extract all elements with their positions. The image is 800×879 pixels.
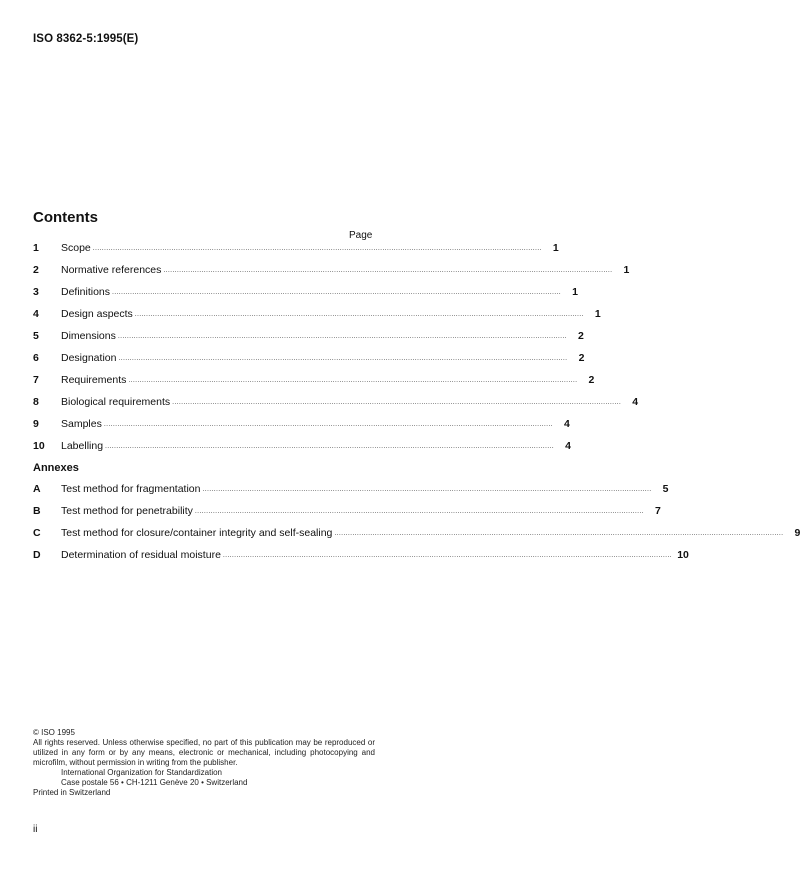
toc-title: Definitions: [61, 286, 111, 298]
annex-entry-a[interactable]: [33, 481, 669, 495]
dot-leader: ........................................................................................................................................................................................................: [112, 289, 561, 296]
toc-entry-designation[interactable]: [33, 350, 585, 364]
toc-entry-definitions[interactable]: [33, 284, 578, 298]
organization-address: Case postale 56 • CH-1211 Genève 20 • Switzerland: [61, 778, 248, 787]
annex-letter: C: [33, 527, 41, 539]
dot-leader: ........................................................................................................................................................................................................: [118, 355, 568, 362]
toc-title: Samples: [61, 418, 102, 430]
annex-entry-c[interactable]: [33, 525, 800, 539]
toc-page: 2: [577, 330, 584, 342]
annex-title: Determination of residual moisture: [61, 549, 221, 561]
annex-page: 9: [794, 527, 800, 539]
toc-number: 1: [33, 242, 39, 254]
dot-leader: ........................................................................................................................................................................................................: [334, 530, 784, 537]
toc-page: 4: [632, 396, 639, 408]
dot-leader: ........................................................................................................................................................................................................: [202, 486, 652, 493]
toc-page: 4: [565, 440, 572, 452]
annex-entry-d[interactable]: [33, 547, 689, 561]
dot-leader: ........................................................................................................................................................................................................: [92, 245, 542, 252]
copyright-footer: [33, 728, 375, 798]
annex-page: 5: [662, 483, 669, 495]
standard-header: ISO 8362-5:1995(E): [33, 33, 139, 45]
toc-page: 2: [588, 374, 595, 386]
toc-title: Design aspects: [61, 308, 133, 320]
dot-leader: ........................................................................................................................................................................................................: [134, 311, 584, 318]
toc-entry-requirements[interactable]: [33, 372, 595, 386]
toc-title: Requirements: [61, 374, 127, 386]
toc-title: Biological requirements: [61, 396, 171, 408]
toc-number: 8: [33, 396, 39, 408]
annex-title: Test method for fragmentation: [61, 483, 201, 495]
annex-page: 7: [655, 505, 661, 517]
dot-leader: ........................................................................................................................................................................................................: [222, 552, 672, 559]
toc-title: Dimensions: [61, 330, 116, 342]
annex-entry-b[interactable]: [33, 503, 661, 517]
toc-page: 4: [563, 418, 570, 430]
dot-leader: ........................................................................................................................................................................................................: [163, 267, 613, 274]
printed-in: Printed in Switzerland: [33, 788, 111, 797]
annex-letter: B: [33, 505, 41, 517]
toc-title: Scope: [61, 242, 91, 254]
annex-letter: A: [33, 483, 41, 495]
annex-title: Test method for closure/container integrity and self-sealing: [61, 527, 333, 539]
toc-number: 3: [33, 286, 39, 298]
toc-entry-scope[interactable]: [33, 240, 559, 254]
toc-page: 1: [552, 242, 559, 254]
annexes-title: Annexes: [33, 462, 79, 474]
toc-number: 10: [33, 440, 45, 452]
toc-entry-biological-requirements[interactable]: [33, 394, 639, 408]
toc-entry-dimensions[interactable]: [33, 328, 584, 342]
organization-name: International Organization for Standardization: [61, 768, 222, 777]
toc-title: Normative references: [61, 264, 162, 276]
toc-entry-samples[interactable]: [33, 416, 570, 430]
toc-page: 1: [623, 264, 630, 276]
toc-page: 2: [578, 352, 585, 364]
toc-number: 6: [33, 352, 39, 364]
page-number: ii: [33, 824, 38, 835]
toc-page: 1: [572, 286, 578, 298]
dot-leader: ........................................................................................................................................................................................................: [103, 421, 553, 428]
annex-title: Test method for penetrability: [61, 505, 193, 517]
toc-title: Designation: [61, 352, 117, 364]
annex-letter: D: [33, 549, 41, 561]
dot-leader: ........................................................................................................................................................................................................: [172, 399, 622, 406]
toc-title: Labelling: [61, 440, 104, 452]
toc-entry-labelling[interactable]: [33, 438, 572, 452]
toc-page: 1: [594, 308, 601, 320]
toc-number: 4: [33, 308, 39, 320]
dot-leader: ........................................................................................................................................................................................................: [117, 333, 567, 340]
annex-page: 10: [677, 549, 689, 561]
toc-number: 5: [33, 330, 39, 342]
toc-entry-normative-references[interactable]: [33, 262, 630, 276]
dot-leader: ........................................................................................................................................................................................................: [128, 377, 578, 384]
dot-leader: ........................................................................................................................................................................................................: [105, 443, 555, 450]
dot-leader: ........................................................................................................................................................................................................: [194, 508, 644, 515]
page-column-label: Page: [349, 230, 373, 241]
toc-number: 9: [33, 418, 39, 430]
contents-title: Contents: [33, 209, 98, 226]
copyright-line: © ISO 1995: [33, 728, 75, 737]
toc-number: 2: [33, 264, 39, 276]
toc-entry-design-aspects[interactable]: [33, 306, 601, 320]
toc-number: 7: [33, 374, 39, 386]
rights-statement: All rights reserved. Unless otherwise specified, no part of this publication may be reproduced or utilized in any form or by any means, electronic or mechanical, including photocopying and microfilm, without permission in writing from the publisher.: [33, 738, 375, 767]
